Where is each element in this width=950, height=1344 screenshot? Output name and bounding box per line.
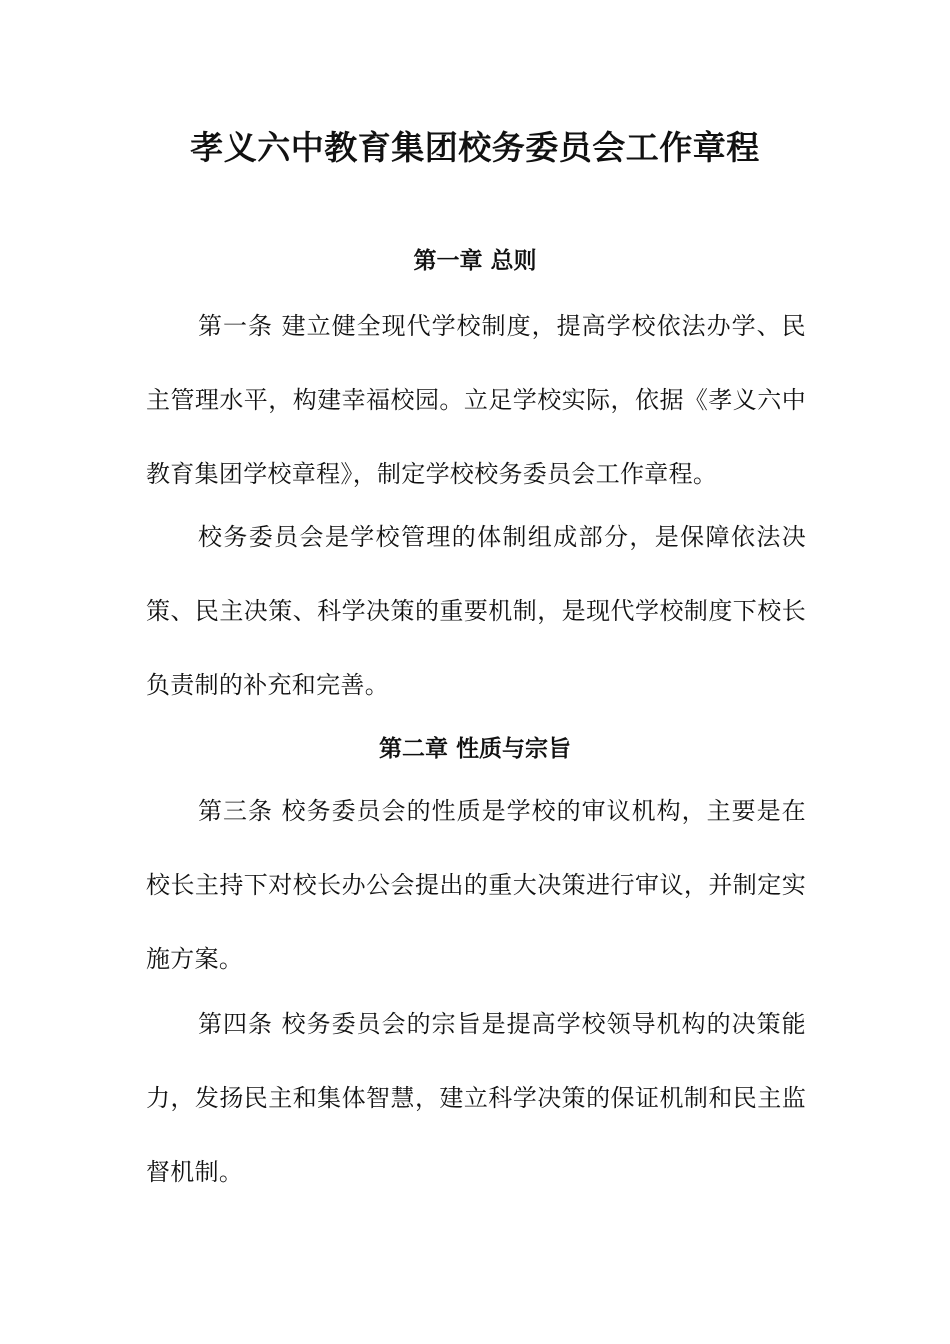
- paragraph-council-role: 校务委员会是学校管理的体制组成部分，是保障依法决策、民主决策、科学决策的重要机制，是现代学校制度下校长负责制的补充和完善。: [146, 523, 806, 699]
- paragraph-article-3: 第三条 校务委员会的性质是学校的审议机构，主要是在校长主持下对校长办公会提出的重大决策进行审议，并制定实施方案。: [146, 797, 806, 973]
- document-title: 孝义六中教育集团校务委员会工作章程: [190, 128, 760, 167]
- paragraph-article-4: 第四条 校务委员会的宗旨是提高学校领导机构的决策能力，发扬民主和集体智慧，建立科学决策的保证机制和民主监督机制。: [146, 1010, 806, 1186]
- chapter-heading-1: 第一章 总则: [413, 248, 537, 274]
- paragraph-article-1: 第一条 建立健全现代学校制度，提高学校依法办学、民主管理水平，构建幸福校园。立足学校实际，依据《孝义六中教育集团学校章程》，制定学校校务委员会工作章程。: [146, 312, 806, 488]
- chapter-heading-2: 第二章 性质与宗旨: [378, 736, 571, 762]
